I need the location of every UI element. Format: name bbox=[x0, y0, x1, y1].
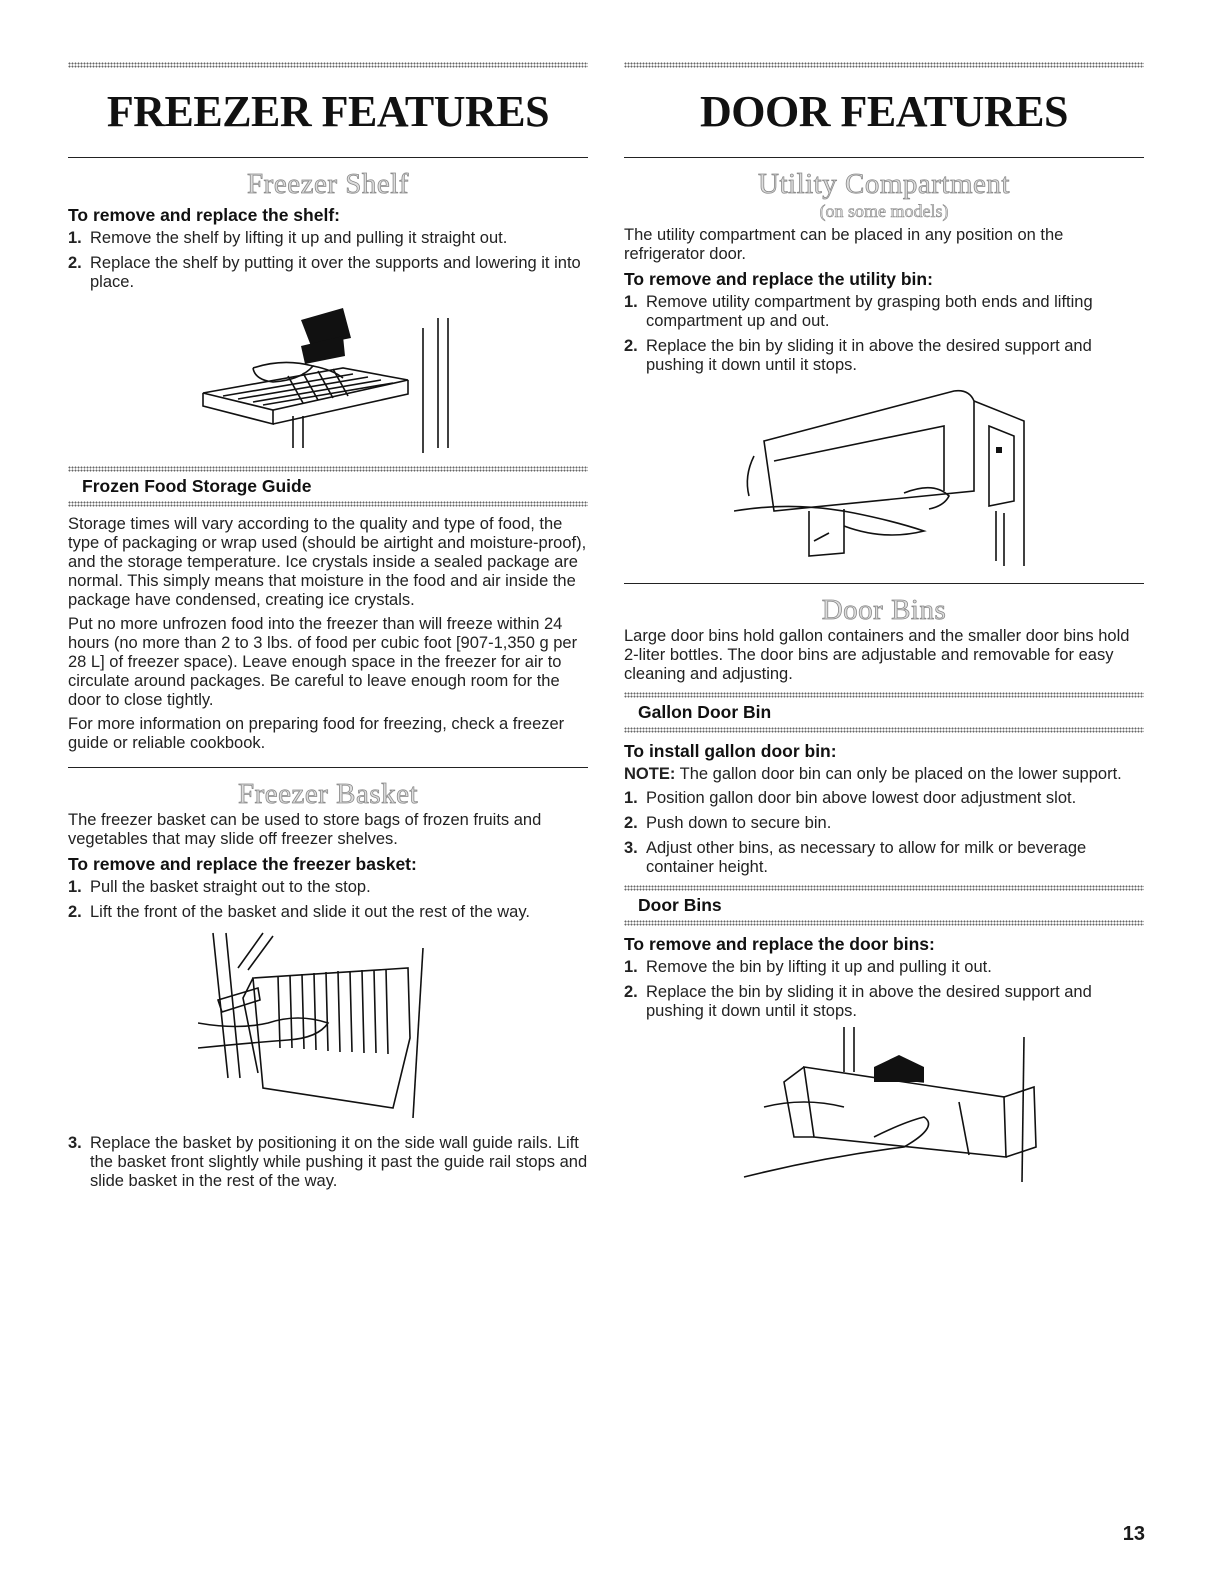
gallon-note: NOTE: The gallon door bin can only be placed on the lower support. bbox=[624, 765, 1122, 783]
list-item: 1. Remove utility compartment by grasping both ends and lifting compartment up and out. bbox=[624, 293, 1093, 330]
section-rule bbox=[68, 157, 588, 158]
utility-compartment-illustration bbox=[734, 381, 1034, 571]
door-bins-steps bbox=[624, 958, 1144, 1021]
list-item: 2. Push down to secure bin. bbox=[624, 814, 832, 832]
freezer-basket-illustration bbox=[198, 928, 458, 1128]
basket-step-3 bbox=[68, 1134, 588, 1191]
list-item: 1. Remove the shelf by lifting it up and pulling it straight out. bbox=[68, 229, 508, 247]
basket-steps bbox=[68, 878, 588, 922]
storage-paragraph: Storage times will vary according to the quality and type of food, the type of packaging or wrap used (should be airtight and moisture-proof), and the storage temperature. Ice crystals inside a sealed package are normal. This simply means that moisture in the food and air inside the package have condensed, creating ice crystals. bbox=[68, 515, 587, 609]
list-item: 3. Replace the basket by positioning it on the side wall guide rails. Lift the basket front slightly while pushing it past the guide rail stops and slide basket in the rest of the way. bbox=[68, 1134, 588, 1190]
section-rule bbox=[624, 157, 1144, 158]
gallon-door-bin-heading: Gallon Door Bin bbox=[638, 702, 772, 722]
door-features-column bbox=[624, 62, 1144, 1187]
list-item: 1. Pull the basket straight out to the stop. bbox=[68, 878, 371, 896]
shelf-instructions-heading: To remove and replace the shelf: bbox=[68, 205, 340, 225]
list-item: 2. Replace the shelf by putting it over the supports and lowering it into place. bbox=[68, 254, 581, 291]
gallon-door-bin-box bbox=[624, 692, 1144, 733]
list-item: 2. Lift the front of the basket and slide it out the rest of the way. bbox=[68, 903, 530, 921]
page-title-freezer-features: FREEZER FEATURES bbox=[106, 87, 550, 136]
list-item: 1. Remove the bin by lifting it up and pulling it out. bbox=[624, 958, 992, 976]
door-bins-intro: Large door bins hold gallon containers and the smaller door bins hold 2-liter bottles. The door bins are adjustable and removable for easy cleaning and adjusting. bbox=[624, 627, 1130, 683]
shelf-steps bbox=[68, 229, 588, 292]
door-bin-illustration bbox=[724, 1027, 1044, 1187]
door-bins-subheading: Door Bins bbox=[638, 895, 722, 915]
page-title-door-features: DOOR FEATURES bbox=[700, 87, 1068, 136]
basket-intro: The freezer basket can be used to store bags of frozen fruits and vegetables that may slide off freezer shelves. bbox=[68, 811, 542, 848]
list-item: 2. Replace the bin by sliding it in above the desired support and pushing it down until it stops. bbox=[624, 337, 1092, 374]
frozen-food-storage-guide-box bbox=[68, 466, 588, 507]
door-bins-instructions-heading: To remove and replace the door bins: bbox=[624, 934, 935, 954]
gallon-steps bbox=[624, 789, 1144, 877]
dotted-divider bbox=[624, 62, 1144, 68]
gallon-install-heading: To install gallon door bin: bbox=[624, 741, 837, 761]
utility-instructions-heading: To remove and replace the utility bin: bbox=[624, 269, 933, 289]
freezer-basket-heading: Freezer Basket bbox=[237, 778, 419, 810]
door-bins-heading: Door Bins bbox=[821, 594, 947, 626]
storage-paragraph: For more information on preparing food for freezing, check a freezer guide or reliable cookbook. bbox=[68, 715, 565, 752]
door-bins-box bbox=[624, 885, 1144, 926]
section-rule bbox=[624, 583, 1144, 584]
list-item: 2. Replace the bin by sliding it in above the desired support and pushing it down until it stops. bbox=[624, 983, 1092, 1020]
utility-compartment-heading: Utility Compartment bbox=[758, 168, 1010, 200]
utility-steps bbox=[624, 293, 1144, 375]
storage-paragraph: Put no more unfrozen food into the freezer than will freeze within 24 hours (no more than 2 to 3 lbs. of food per cubic foot [907-1,350 g per 28 L] of freezer space). Leave enough space in the freezer for air to circulate around packages. Be careful to leave enough room for the door to close tightly. bbox=[68, 615, 578, 709]
storage-guide-heading: Frozen Food Storage Guide bbox=[82, 476, 312, 496]
basket-instructions-heading: To remove and replace the freezer basket: bbox=[68, 854, 417, 874]
dotted-divider bbox=[68, 62, 588, 68]
utility-intro: The utility compartment can be placed in any position on the refrigerator door. bbox=[624, 226, 1064, 263]
list-item: 3. Adjust other bins, as necessary to allow for milk or beverage container height. bbox=[624, 839, 1087, 876]
page-number: 13 bbox=[1122, 1523, 1145, 1545]
freezer-features-column bbox=[68, 62, 588, 1197]
list-item: 1. Position gallon door bin above lowest door adjustment slot. bbox=[624, 789, 1077, 807]
utility-compartment-subtitle: (on some models) bbox=[819, 201, 949, 221]
section-rule bbox=[68, 767, 588, 768]
freezer-shelf-heading: Freezer Shelf bbox=[247, 168, 409, 200]
freezer-shelf-illustration bbox=[193, 298, 463, 458]
